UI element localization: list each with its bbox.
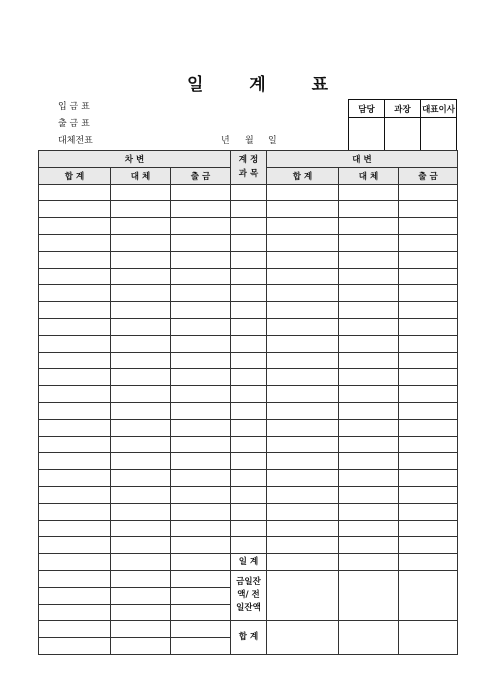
- amount-cell[interactable]: [171, 470, 231, 487]
- amount-cell[interactable]: [111, 503, 171, 520]
- amount-cell[interactable]: [339, 570, 399, 620]
- amount-cell[interactable]: [267, 201, 339, 218]
- amount-cell[interactable]: [399, 302, 458, 319]
- amount-cell[interactable]: [111, 386, 171, 403]
- amount-cell[interactable]: [111, 419, 171, 436]
- ledger-row: [39, 419, 458, 436]
- amount-cell[interactable]: [111, 554, 171, 571]
- amount-cell[interactable]: [339, 318, 399, 335]
- account-title-header: 계 정 과 목: [231, 151, 267, 185]
- account-title-cell[interactable]: [231, 285, 267, 302]
- amount-cell[interactable]: [39, 621, 111, 638]
- amount-cell[interactable]: [111, 621, 171, 638]
- ledger-row: [39, 402, 458, 419]
- amount-cell[interactable]: [171, 486, 231, 503]
- amount-cell[interactable]: [339, 537, 399, 554]
- amount-cell[interactable]: [171, 419, 231, 436]
- amount-cell[interactable]: [39, 302, 111, 319]
- ledger-row: [39, 285, 458, 302]
- ledger-table: [38, 150, 458, 655]
- debit-header: 차 변: [39, 151, 231, 168]
- debit-transfer-header: 대 체: [111, 167, 171, 184]
- amount-cell[interactable]: [171, 335, 231, 352]
- amount-cell[interactable]: [399, 436, 458, 453]
- amount-cell[interactable]: [339, 436, 399, 453]
- amount-cell[interactable]: [171, 318, 231, 335]
- ledger-row: [39, 520, 458, 537]
- amount-cell[interactable]: [111, 234, 171, 251]
- amount-cell[interactable]: [267, 184, 339, 201]
- amount-cell[interactable]: [267, 386, 339, 403]
- amount-cell[interactable]: [171, 251, 231, 268]
- account-title-cell[interactable]: [231, 335, 267, 352]
- amount-cell[interactable]: [111, 302, 171, 319]
- amount-cell[interactable]: [111, 453, 171, 470]
- date-year-label: 년: [221, 136, 230, 146]
- amount-cell[interactable]: [171, 638, 231, 655]
- amount-cell[interactable]: [267, 369, 339, 386]
- ledger-row: [39, 251, 458, 268]
- amount-cell[interactable]: [339, 285, 399, 302]
- ledger-row: [39, 352, 458, 369]
- ledger-row: [39, 369, 458, 386]
- amount-cell[interactable]: [39, 402, 111, 419]
- amount-cell[interactable]: [399, 218, 458, 235]
- amount-cell[interactable]: [111, 318, 171, 335]
- amount-cell[interactable]: [399, 285, 458, 302]
- slip-type-withdrawal: 출 금 표: [58, 119, 90, 129]
- amount-cell[interactable]: [399, 470, 458, 487]
- amount-cell[interactable]: [267, 621, 339, 655]
- amount-cell[interactable]: [39, 234, 111, 251]
- amount-cell[interactable]: [111, 638, 171, 655]
- amount-cell[interactable]: [171, 352, 231, 369]
- amount-cell[interactable]: [111, 285, 171, 302]
- credit-withdrawal-header: 출 금: [399, 167, 458, 184]
- amount-cell[interactable]: [267, 268, 339, 285]
- page-title: 일 계 표: [186, 75, 349, 95]
- amount-cell[interactable]: [111, 486, 171, 503]
- account-title-cell[interactable]: [231, 268, 267, 285]
- account-title-cell[interactable]: [231, 419, 267, 436]
- account-title-cell[interactable]: [231, 486, 267, 503]
- amount-cell[interactable]: [339, 335, 399, 352]
- amount-cell[interactable]: [399, 318, 458, 335]
- ledger-row: [39, 537, 458, 554]
- amount-cell[interactable]: [267, 419, 339, 436]
- amount-cell[interactable]: [267, 470, 339, 487]
- amount-cell[interactable]: [171, 386, 231, 403]
- amount-cell[interactable]: [339, 218, 399, 235]
- amount-cell[interactable]: [267, 537, 339, 554]
- amount-cell[interactable]: [171, 604, 231, 621]
- debit-total-header: 합 계: [39, 167, 111, 184]
- ledger-row: [39, 453, 458, 470]
- amount-cell[interactable]: [339, 453, 399, 470]
- amount-cell[interactable]: [399, 386, 458, 403]
- amount-cell[interactable]: [39, 520, 111, 537]
- amount-cell[interactable]: [39, 554, 111, 571]
- summary-daily_total-label: 일 계: [231, 554, 267, 571]
- amount-cell[interactable]: [171, 402, 231, 419]
- amount-cell[interactable]: [267, 352, 339, 369]
- amount-cell[interactable]: [399, 520, 458, 537]
- amount-cell[interactable]: [171, 436, 231, 453]
- amount-cell[interactable]: [267, 453, 339, 470]
- amount-cell[interactable]: [111, 537, 171, 554]
- amount-cell[interactable]: [399, 554, 458, 571]
- amount-cell[interactable]: [267, 570, 339, 620]
- amount-cell[interactable]: [399, 369, 458, 386]
- amount-cell[interactable]: [39, 201, 111, 218]
- approval-box: [348, 99, 457, 151]
- amount-cell[interactable]: [267, 503, 339, 520]
- amount-cell[interactable]: [267, 234, 339, 251]
- amount-cell[interactable]: [39, 436, 111, 453]
- amount-cell[interactable]: [339, 470, 399, 487]
- amount-cell[interactable]: [339, 184, 399, 201]
- summary-row: [39, 570, 458, 587]
- amount-cell[interactable]: [171, 554, 231, 571]
- slip-type-deposit: 입 금 표: [58, 102, 90, 112]
- amount-cell[interactable]: [339, 621, 399, 655]
- account-title-cell[interactable]: [231, 352, 267, 369]
- ledger-row: [39, 184, 458, 201]
- approval-staff-label: 담당: [349, 100, 385, 118]
- account-title-cell[interactable]: [231, 520, 267, 537]
- amount-cell[interactable]: [399, 419, 458, 436]
- amount-cell[interactable]: [39, 587, 111, 604]
- ledger-row: [39, 302, 458, 319]
- amount-cell[interactable]: [267, 486, 339, 503]
- account-title-cell[interactable]: [231, 318, 267, 335]
- amount-cell[interactable]: [171, 201, 231, 218]
- amount-cell[interactable]: [39, 503, 111, 520]
- summary-row: [39, 554, 458, 571]
- amount-cell[interactable]: [171, 503, 231, 520]
- amount-cell[interactable]: [267, 218, 339, 235]
- amount-cell[interactable]: [339, 554, 399, 571]
- amount-cell[interactable]: [39, 604, 111, 621]
- amount-cell[interactable]: [339, 386, 399, 403]
- amount-cell[interactable]: [399, 335, 458, 352]
- account-title-cell[interactable]: [231, 302, 267, 319]
- approval-ceo-sign[interactable]: [421, 118, 457, 151]
- account-title-cell[interactable]: [231, 369, 267, 386]
- amount-cell[interactable]: [39, 285, 111, 302]
- amount-cell[interactable]: [111, 402, 171, 419]
- account-title-cell[interactable]: [231, 537, 267, 554]
- credit-transfer-header: 대 체: [339, 167, 399, 184]
- credit-header: 대 변: [267, 151, 458, 168]
- amount-cell[interactable]: [171, 302, 231, 319]
- amount-cell[interactable]: [111, 268, 171, 285]
- amount-cell[interactable]: [399, 201, 458, 218]
- amount-cell[interactable]: [399, 570, 458, 620]
- account-title-cell[interactable]: [231, 503, 267, 520]
- amount-cell[interactable]: [399, 621, 458, 655]
- amount-cell[interactable]: [339, 234, 399, 251]
- account-title-cell[interactable]: [231, 251, 267, 268]
- amount-cell[interactable]: [267, 302, 339, 319]
- amount-cell[interactable]: [171, 570, 231, 587]
- amount-cell[interactable]: [111, 587, 171, 604]
- account-title-cell[interactable]: [231, 201, 267, 218]
- amount-cell[interactable]: [267, 335, 339, 352]
- amount-cell[interactable]: [339, 402, 399, 419]
- approval-ceo-label: 대표이사: [421, 100, 457, 118]
- amount-cell[interactable]: [171, 184, 231, 201]
- amount-cell[interactable]: [399, 486, 458, 503]
- amount-cell[interactable]: [39, 470, 111, 487]
- ledger-row: [39, 486, 458, 503]
- amount-cell[interactable]: [39, 486, 111, 503]
- amount-cell[interactable]: [171, 234, 231, 251]
- amount-cell[interactable]: [39, 419, 111, 436]
- debit-withdrawal-header: 출 금: [171, 167, 231, 184]
- date-month-label: 월: [245, 136, 254, 146]
- amount-cell[interactable]: [267, 554, 339, 571]
- amount-cell[interactable]: [399, 537, 458, 554]
- amount-cell[interactable]: [111, 251, 171, 268]
- summary-grand_total-label: 합 계: [231, 621, 267, 655]
- approval-staff-sign[interactable]: [349, 118, 385, 151]
- amount-cell[interactable]: [339, 268, 399, 285]
- amount-cell[interactable]: [111, 520, 171, 537]
- account-title-cell[interactable]: [231, 470, 267, 487]
- amount-cell[interactable]: [111, 369, 171, 386]
- amount-cell[interactable]: [399, 234, 458, 251]
- amount-cell[interactable]: [399, 251, 458, 268]
- credit-total-header: 합 계: [267, 167, 339, 184]
- amount-cell[interactable]: [267, 285, 339, 302]
- ledger-row: [39, 503, 458, 520]
- account-title-cell[interactable]: [231, 436, 267, 453]
- amount-cell[interactable]: [399, 184, 458, 201]
- amount-cell[interactable]: [111, 470, 171, 487]
- date-day-label: 일: [268, 136, 277, 146]
- ledger-row: [39, 436, 458, 453]
- amount-cell[interactable]: [39, 352, 111, 369]
- amount-cell[interactable]: [399, 352, 458, 369]
- amount-cell[interactable]: [399, 268, 458, 285]
- account-title-cell[interactable]: [231, 386, 267, 403]
- summary-row: [39, 621, 458, 638]
- amount-cell[interactable]: [339, 352, 399, 369]
- amount-cell[interactable]: [39, 335, 111, 352]
- amount-cell[interactable]: [111, 201, 171, 218]
- account-title-cell[interactable]: [231, 402, 267, 419]
- amount-cell[interactable]: [339, 419, 399, 436]
- amount-cell[interactable]: [39, 537, 111, 554]
- account-title-cell[interactable]: [231, 218, 267, 235]
- amount-cell[interactable]: [267, 436, 339, 453]
- amount-cell[interactable]: [111, 218, 171, 235]
- amount-cell[interactable]: [171, 621, 231, 638]
- amount-cell[interactable]: [111, 184, 171, 201]
- amount-cell[interactable]: [39, 570, 111, 587]
- amount-cell[interactable]: [267, 402, 339, 419]
- amount-cell[interactable]: [399, 453, 458, 470]
- amount-cell[interactable]: [39, 453, 111, 470]
- amount-cell[interactable]: [171, 285, 231, 302]
- amount-cell[interactable]: [171, 520, 231, 537]
- amount-cell[interactable]: [111, 335, 171, 352]
- ledger-row: [39, 201, 458, 218]
- amount-cell[interactable]: [39, 184, 111, 201]
- ledger-row: [39, 335, 458, 352]
- amount-cell[interactable]: [171, 453, 231, 470]
- ledger-row: [39, 470, 458, 487]
- amount-cell[interactable]: [171, 587, 231, 604]
- amount-cell[interactable]: [39, 251, 111, 268]
- ledger-row: [39, 218, 458, 235]
- slip-type-transfer: 대체전표: [58, 136, 93, 146]
- amount-cell[interactable]: [171, 369, 231, 386]
- summary-balance-label: 금일잔 액/ 전 일잔액: [231, 570, 267, 620]
- amount-cell[interactable]: [39, 369, 111, 386]
- amount-cell[interactable]: [339, 520, 399, 537]
- amount-cell[interactable]: [267, 318, 339, 335]
- amount-cell[interactable]: [339, 201, 399, 218]
- amount-cell[interactable]: [339, 486, 399, 503]
- amount-cell[interactable]: [171, 537, 231, 554]
- approval-manager-sign[interactable]: [385, 118, 421, 151]
- ledger-row: [39, 386, 458, 403]
- approval-manager-label: 과장: [385, 100, 421, 118]
- ledger-row: [39, 234, 458, 251]
- account-title-cell[interactable]: [231, 453, 267, 470]
- amount-cell[interactable]: [267, 251, 339, 268]
- amount-cell[interactable]: [39, 386, 111, 403]
- amount-cell[interactable]: [111, 570, 171, 587]
- slip-type-list: [58, 99, 93, 150]
- amount-cell[interactable]: [339, 369, 399, 386]
- amount-cell[interactable]: [339, 503, 399, 520]
- amount-cell[interactable]: [339, 302, 399, 319]
- amount-cell[interactable]: [171, 268, 231, 285]
- amount-cell[interactable]: [267, 520, 339, 537]
- amount-cell[interactable]: [171, 218, 231, 235]
- amount-cell[interactable]: [111, 604, 171, 621]
- account-title-cell[interactable]: [231, 234, 267, 251]
- account-title-cell[interactable]: [231, 184, 267, 201]
- amount-cell[interactable]: [111, 436, 171, 453]
- ledger-row: [39, 268, 458, 285]
- amount-cell[interactable]: [39, 268, 111, 285]
- amount-cell[interactable]: [399, 402, 458, 419]
- amount-cell[interactable]: [39, 318, 111, 335]
- amount-cell[interactable]: [111, 352, 171, 369]
- amount-cell[interactable]: [39, 638, 111, 655]
- amount-cell[interactable]: [399, 503, 458, 520]
- amount-cell[interactable]: [39, 218, 111, 235]
- amount-cell[interactable]: [339, 251, 399, 268]
- ledger-row: [39, 318, 458, 335]
